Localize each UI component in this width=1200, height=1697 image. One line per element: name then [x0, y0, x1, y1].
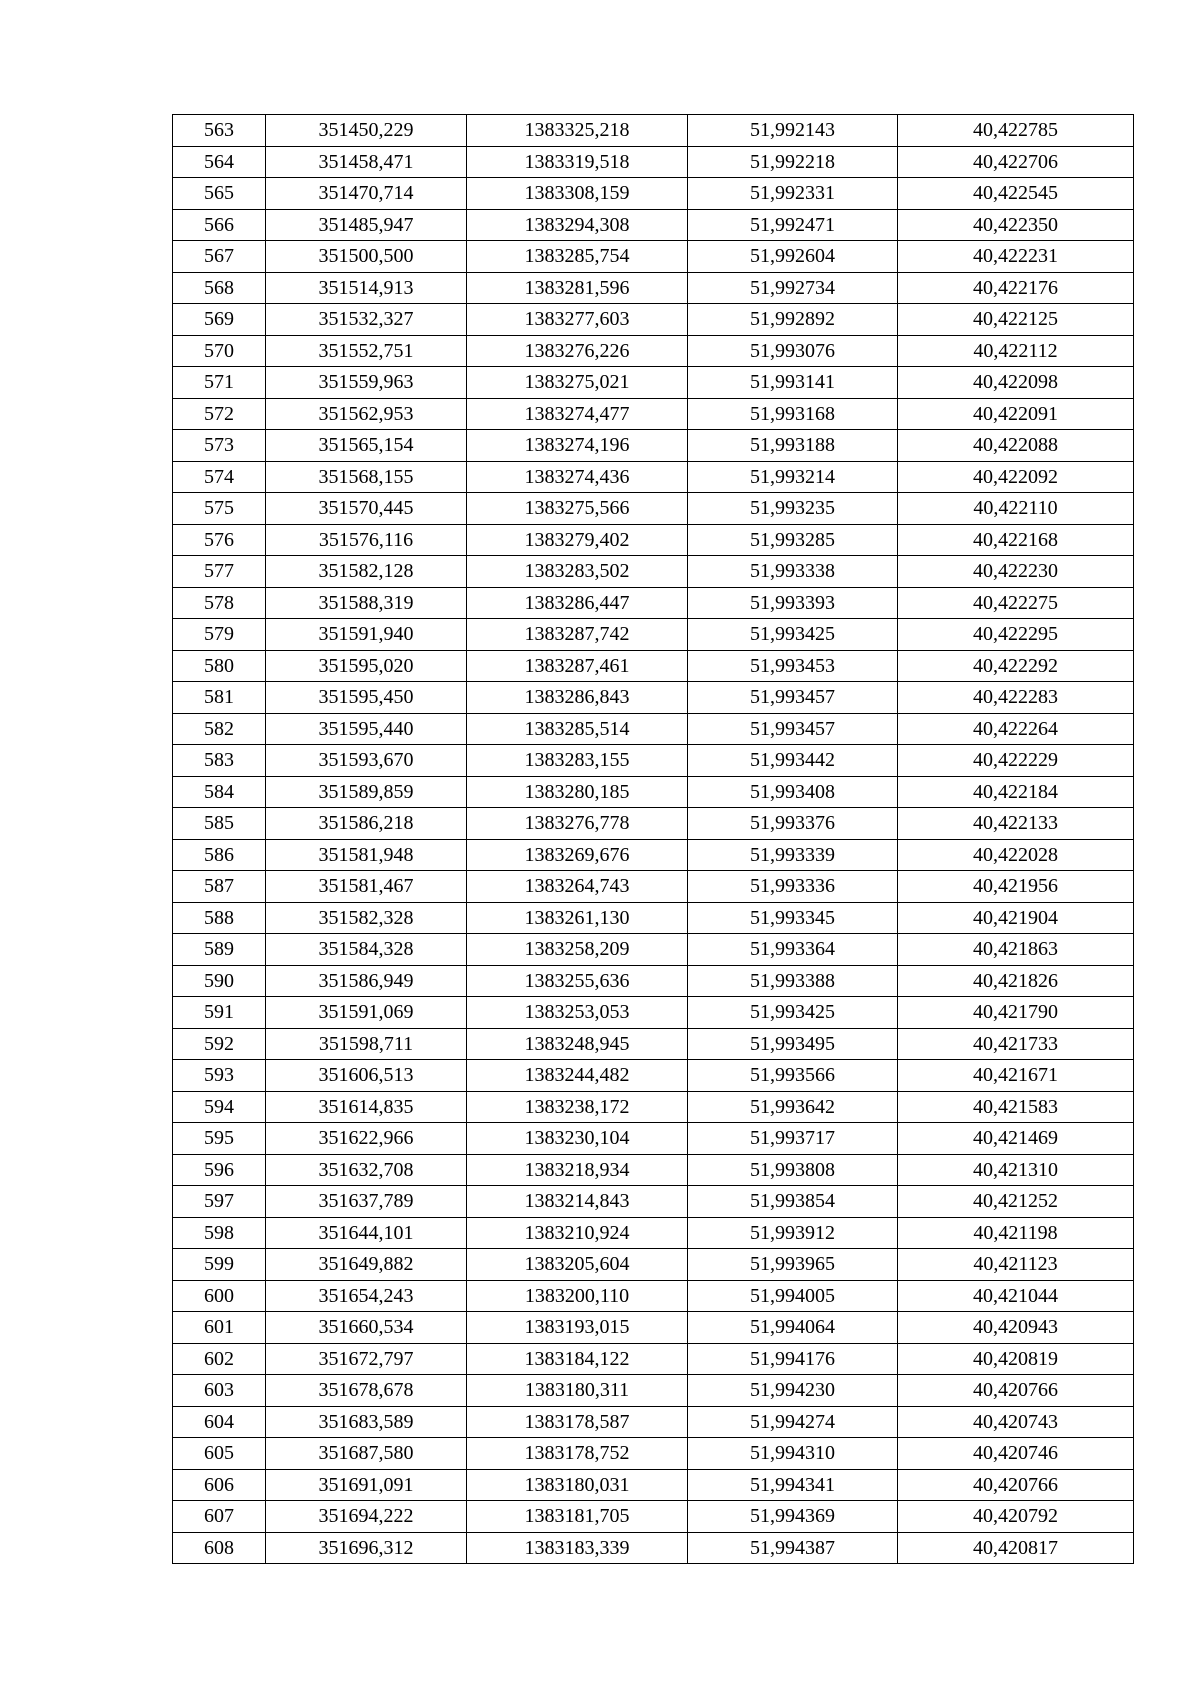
- table-row: [173, 902, 1134, 934]
- cell-point-number: 604: [173, 1406, 266, 1438]
- cell-x: 351622,966: [266, 1123, 467, 1155]
- cell-point-number: 570: [173, 335, 266, 367]
- cell-point-number: 608: [173, 1532, 266, 1564]
- cell-point-number: 599: [173, 1249, 266, 1281]
- cell-latitude: 51,994387: [688, 1532, 898, 1564]
- cell-latitude: 51,992218: [688, 146, 898, 178]
- table-row: [173, 713, 1134, 745]
- table-row: [173, 1028, 1134, 1060]
- cell-x: 351591,940: [266, 619, 467, 651]
- cell-y: 1383283,155: [467, 745, 688, 777]
- cell-x: 351649,882: [266, 1249, 467, 1281]
- coordinates-table: [172, 114, 1134, 1564]
- cell-point-number: 564: [173, 146, 266, 178]
- cell-latitude: 51,994369: [688, 1501, 898, 1533]
- cell-longitude: 40,422706: [898, 146, 1134, 178]
- cell-y: 1383274,196: [467, 430, 688, 462]
- cell-y: 1383184,122: [467, 1343, 688, 1375]
- table-row: [173, 1438, 1134, 1470]
- cell-latitude: 51,993425: [688, 619, 898, 651]
- cell-point-number: 583: [173, 745, 266, 777]
- cell-latitude: 51,992892: [688, 304, 898, 336]
- cell-latitude: 51,993235: [688, 493, 898, 525]
- cell-point-number: 606: [173, 1469, 266, 1501]
- cell-x: 351637,789: [266, 1186, 467, 1218]
- cell-longitude: 40,421956: [898, 871, 1134, 903]
- cell-longitude: 40,421198: [898, 1217, 1134, 1249]
- cell-point-number: 573: [173, 430, 266, 462]
- cell-x: 351485,947: [266, 209, 467, 241]
- cell-latitude: 51,993566: [688, 1060, 898, 1092]
- cell-longitude: 40,421252: [898, 1186, 1134, 1218]
- cell-y: 1383253,053: [467, 997, 688, 1029]
- cell-longitude: 40,420766: [898, 1469, 1134, 1501]
- cell-latitude: 51,994341: [688, 1469, 898, 1501]
- cell-x: 351565,154: [266, 430, 467, 462]
- cell-y: 1383276,778: [467, 808, 688, 840]
- cell-x: 351582,328: [266, 902, 467, 934]
- cell-longitude: 40,422028: [898, 839, 1134, 871]
- cell-latitude: 51,994005: [688, 1280, 898, 1312]
- cell-y: 1383264,743: [467, 871, 688, 903]
- cell-point-number: 567: [173, 241, 266, 273]
- cell-latitude: 51,994176: [688, 1343, 898, 1375]
- cell-x: 351696,312: [266, 1532, 467, 1564]
- cell-x: 351683,589: [266, 1406, 467, 1438]
- cell-y: 1383205,604: [467, 1249, 688, 1281]
- cell-latitude: 51,993425: [688, 997, 898, 1029]
- cell-longitude: 40,422112: [898, 335, 1134, 367]
- cell-y: 1383294,308: [467, 209, 688, 241]
- table-row: [173, 965, 1134, 997]
- cell-x: 351678,678: [266, 1375, 467, 1407]
- cell-latitude: 51,993808: [688, 1154, 898, 1186]
- cell-point-number: 590: [173, 965, 266, 997]
- cell-longitude: 40,422168: [898, 524, 1134, 556]
- cell-point-number: 607: [173, 1501, 266, 1533]
- table-row: [173, 619, 1134, 651]
- cell-latitude: 51,993141: [688, 367, 898, 399]
- table-row: [173, 430, 1134, 462]
- cell-latitude: 51,993364: [688, 934, 898, 966]
- table-row: [173, 1532, 1134, 1564]
- cell-point-number: 585: [173, 808, 266, 840]
- cell-latitude: 51,993345: [688, 902, 898, 934]
- cell-latitude: 51,994310: [688, 1438, 898, 1470]
- cell-point-number: 574: [173, 461, 266, 493]
- table-row: [173, 493, 1134, 525]
- cell-longitude: 40,421310: [898, 1154, 1134, 1186]
- cell-y: 1383286,447: [467, 587, 688, 619]
- cell-y: 1383218,934: [467, 1154, 688, 1186]
- cell-y: 1383275,021: [467, 367, 688, 399]
- cell-point-number: 579: [173, 619, 266, 651]
- cell-longitude: 40,422098: [898, 367, 1134, 399]
- cell-y: 1383248,945: [467, 1028, 688, 1060]
- table-row: [173, 839, 1134, 871]
- cell-y: 1383181,705: [467, 1501, 688, 1533]
- cell-x: 351584,328: [266, 934, 467, 966]
- cell-x: 351570,445: [266, 493, 467, 525]
- table-row: [173, 1249, 1134, 1281]
- cell-longitude: 40,422275: [898, 587, 1134, 619]
- cell-longitude: 40,422088: [898, 430, 1134, 462]
- cell-y: 1383255,636: [467, 965, 688, 997]
- cell-y: 1383279,402: [467, 524, 688, 556]
- cell-point-number: 589: [173, 934, 266, 966]
- cell-y: 1383283,502: [467, 556, 688, 588]
- cell-point-number: 586: [173, 839, 266, 871]
- cell-longitude: 40,421583: [898, 1091, 1134, 1123]
- cell-longitude: 40,422125: [898, 304, 1134, 336]
- cell-point-number: 565: [173, 178, 266, 210]
- cell-x: 351598,711: [266, 1028, 467, 1060]
- cell-y: 1383319,518: [467, 146, 688, 178]
- cell-y: 1383286,843: [467, 682, 688, 714]
- cell-latitude: 51,993642: [688, 1091, 898, 1123]
- cell-x: 351687,580: [266, 1438, 467, 1470]
- cell-longitude: 40,420746: [898, 1438, 1134, 1470]
- cell-x: 351552,751: [266, 335, 467, 367]
- cell-y: 1383258,209: [467, 934, 688, 966]
- cell-longitude: 40,420743: [898, 1406, 1134, 1438]
- cell-x: 351595,020: [266, 650, 467, 682]
- cell-longitude: 40,422229: [898, 745, 1134, 777]
- cell-x: 351581,467: [266, 871, 467, 903]
- cell-y: 1383193,015: [467, 1312, 688, 1344]
- cell-latitude: 51,993214: [688, 461, 898, 493]
- cell-y: 1383214,843: [467, 1186, 688, 1218]
- cell-longitude: 40,421733: [898, 1028, 1134, 1060]
- cell-x: 351576,116: [266, 524, 467, 556]
- cell-latitude: 51,993388: [688, 965, 898, 997]
- cell-latitude: 51,994230: [688, 1375, 898, 1407]
- cell-longitude: 40,422231: [898, 241, 1134, 273]
- cell-x: 351458,471: [266, 146, 467, 178]
- cell-x: 351588,319: [266, 587, 467, 619]
- cell-x: 351582,128: [266, 556, 467, 588]
- cell-longitude: 40,422092: [898, 461, 1134, 493]
- cell-y: 1383287,461: [467, 650, 688, 682]
- cell-y: 1383274,477: [467, 398, 688, 430]
- cell-x: 351568,155: [266, 461, 467, 493]
- cell-x: 351581,948: [266, 839, 467, 871]
- cell-y: 1383325,218: [467, 115, 688, 147]
- table-row: [173, 304, 1134, 336]
- cell-y: 1383274,436: [467, 461, 688, 493]
- cell-latitude: 51,993457: [688, 682, 898, 714]
- table-row: [173, 1060, 1134, 1092]
- cell-y: 1383183,339: [467, 1532, 688, 1564]
- cell-latitude: 51,993717: [688, 1123, 898, 1155]
- table-row: [173, 1280, 1134, 1312]
- table-row: [173, 115, 1134, 147]
- cell-latitude: 51,992734: [688, 272, 898, 304]
- cell-x: 351470,714: [266, 178, 467, 210]
- cell-y: 1383281,596: [467, 272, 688, 304]
- table-row: [173, 367, 1134, 399]
- cell-point-number: 581: [173, 682, 266, 714]
- table-row: [173, 398, 1134, 430]
- cell-longitude: 40,420817: [898, 1532, 1134, 1564]
- cell-x: 351450,229: [266, 115, 467, 147]
- cell-longitude: 40,422176: [898, 272, 1134, 304]
- cell-longitude: 40,420792: [898, 1501, 1134, 1533]
- cell-y: 1383178,587: [467, 1406, 688, 1438]
- cell-latitude: 51,993453: [688, 650, 898, 682]
- cell-point-number: 597: [173, 1186, 266, 1218]
- cell-latitude: 51,993339: [688, 839, 898, 871]
- cell-y: 1383244,482: [467, 1060, 688, 1092]
- cell-point-number: 598: [173, 1217, 266, 1249]
- cell-point-number: 600: [173, 1280, 266, 1312]
- cell-point-number: 584: [173, 776, 266, 808]
- cell-x: 351593,670: [266, 745, 467, 777]
- cell-point-number: 591: [173, 997, 266, 1029]
- cell-y: 1383275,566: [467, 493, 688, 525]
- cell-point-number: 601: [173, 1312, 266, 1344]
- cell-x: 351672,797: [266, 1343, 467, 1375]
- cell-point-number: 582: [173, 713, 266, 745]
- cell-longitude: 40,422545: [898, 178, 1134, 210]
- table-row: [173, 1217, 1134, 1249]
- table-row: [173, 524, 1134, 556]
- cell-x: 351559,963: [266, 367, 467, 399]
- cell-x: 351514,913: [266, 272, 467, 304]
- cell-point-number: 577: [173, 556, 266, 588]
- table-row: [173, 1312, 1134, 1344]
- table-row: [173, 745, 1134, 777]
- table-row: [173, 934, 1134, 966]
- cell-latitude: 51,993965: [688, 1249, 898, 1281]
- cell-point-number: 576: [173, 524, 266, 556]
- cell-longitude: 40,421671: [898, 1060, 1134, 1092]
- table-row: [173, 650, 1134, 682]
- cell-latitude: 51,994064: [688, 1312, 898, 1344]
- cell-y: 1383238,172: [467, 1091, 688, 1123]
- cell-latitude: 51,993457: [688, 713, 898, 745]
- cell-y: 1383178,752: [467, 1438, 688, 1470]
- cell-point-number: 578: [173, 587, 266, 619]
- cell-longitude: 40,420766: [898, 1375, 1134, 1407]
- table-row: [173, 241, 1134, 273]
- cell-y: 1383269,676: [467, 839, 688, 871]
- cell-latitude: 51,993076: [688, 335, 898, 367]
- cell-point-number: 580: [173, 650, 266, 682]
- cell-latitude: 51,993285: [688, 524, 898, 556]
- table-row: [173, 178, 1134, 210]
- cell-y: 1383261,130: [467, 902, 688, 934]
- table-row: [173, 871, 1134, 903]
- cell-latitude: 51,992604: [688, 241, 898, 273]
- cell-point-number: 572: [173, 398, 266, 430]
- cell-y: 1383230,104: [467, 1123, 688, 1155]
- cell-point-number: 566: [173, 209, 266, 241]
- coordinates-table-body: [173, 115, 1134, 1564]
- cell-latitude: 51,993854: [688, 1186, 898, 1218]
- table-row: [173, 146, 1134, 178]
- cell-x: 351606,513: [266, 1060, 467, 1092]
- table-row: [173, 776, 1134, 808]
- cell-x: 351595,440: [266, 713, 467, 745]
- cell-latitude: 51,993188: [688, 430, 898, 462]
- cell-y: 1383180,031: [467, 1469, 688, 1501]
- cell-point-number: 588: [173, 902, 266, 934]
- table-row: [173, 808, 1134, 840]
- cell-y: 1383287,742: [467, 619, 688, 651]
- table-row: [173, 272, 1134, 304]
- cell-longitude: 40,422785: [898, 115, 1134, 147]
- cell-x: 351644,101: [266, 1217, 467, 1249]
- cell-longitude: 40,422264: [898, 713, 1134, 745]
- cell-x: 351591,069: [266, 997, 467, 1029]
- cell-x: 351660,534: [266, 1312, 467, 1344]
- table-row: [173, 1186, 1134, 1218]
- cell-y: 1383180,311: [467, 1375, 688, 1407]
- cell-longitude: 40,421826: [898, 965, 1134, 997]
- cell-y: 1383276,226: [467, 335, 688, 367]
- cell-longitude: 40,422350: [898, 209, 1134, 241]
- table-row: [173, 682, 1134, 714]
- cell-latitude: 51,992471: [688, 209, 898, 241]
- table-row: [173, 997, 1134, 1029]
- cell-y: 1383308,159: [467, 178, 688, 210]
- cell-longitude: 40,421123: [898, 1249, 1134, 1281]
- cell-x: 351532,327: [266, 304, 467, 336]
- cell-point-number: 571: [173, 367, 266, 399]
- cell-y: 1383200,110: [467, 1280, 688, 1312]
- cell-point-number: 602: [173, 1343, 266, 1375]
- cell-y: 1383280,185: [467, 776, 688, 808]
- cell-point-number: 593: [173, 1060, 266, 1092]
- cell-x: 351586,218: [266, 808, 467, 840]
- cell-x: 351614,835: [266, 1091, 467, 1123]
- cell-longitude: 40,422110: [898, 493, 1134, 525]
- cell-x: 351694,222: [266, 1501, 467, 1533]
- cell-latitude: 51,993338: [688, 556, 898, 588]
- cell-x: 351589,859: [266, 776, 467, 808]
- cell-y: 1383285,514: [467, 713, 688, 745]
- cell-longitude: 40,420819: [898, 1343, 1134, 1375]
- cell-latitude: 51,993912: [688, 1217, 898, 1249]
- cell-y: 1383277,603: [467, 304, 688, 336]
- cell-longitude: 40,421790: [898, 997, 1134, 1029]
- cell-latitude: 51,993336: [688, 871, 898, 903]
- cell-point-number: 563: [173, 115, 266, 147]
- cell-longitude: 40,422283: [898, 682, 1134, 714]
- cell-longitude: 40,421904: [898, 902, 1134, 934]
- cell-x: 351586,949: [266, 965, 467, 997]
- table-row: [173, 335, 1134, 367]
- cell-latitude: 51,993442: [688, 745, 898, 777]
- cell-x: 351562,953: [266, 398, 467, 430]
- table-row: [173, 461, 1134, 493]
- cell-point-number: 569: [173, 304, 266, 336]
- cell-latitude: 51,993393: [688, 587, 898, 619]
- cell-latitude: 51,993376: [688, 808, 898, 840]
- cell-x: 351500,500: [266, 241, 467, 273]
- cell-longitude: 40,422091: [898, 398, 1134, 430]
- table-row: [173, 1501, 1134, 1533]
- cell-x: 351632,708: [266, 1154, 467, 1186]
- cell-longitude: 40,422295: [898, 619, 1134, 651]
- table-row: [173, 1091, 1134, 1123]
- cell-point-number: 605: [173, 1438, 266, 1470]
- table-row: [173, 1343, 1134, 1375]
- cell-latitude: 51,994274: [688, 1406, 898, 1438]
- cell-y: 1383285,754: [467, 241, 688, 273]
- cell-latitude: 51,992331: [688, 178, 898, 210]
- table-row: [173, 209, 1134, 241]
- cell-longitude: 40,422292: [898, 650, 1134, 682]
- cell-latitude: 51,993168: [688, 398, 898, 430]
- cell-latitude: 51,992143: [688, 115, 898, 147]
- cell-point-number: 595: [173, 1123, 266, 1155]
- cell-longitude: 40,421863: [898, 934, 1134, 966]
- table-row: [173, 587, 1134, 619]
- cell-x: 351654,243: [266, 1280, 467, 1312]
- table-row: [173, 1375, 1134, 1407]
- table-row: [173, 1123, 1134, 1155]
- cell-point-number: 587: [173, 871, 266, 903]
- cell-latitude: 51,993495: [688, 1028, 898, 1060]
- cell-longitude: 40,420943: [898, 1312, 1134, 1344]
- cell-x: 351691,091: [266, 1469, 467, 1501]
- cell-latitude: 51,993408: [688, 776, 898, 808]
- table-row: [173, 1406, 1134, 1438]
- cell-point-number: 603: [173, 1375, 266, 1407]
- cell-longitude: 40,422184: [898, 776, 1134, 808]
- cell-point-number: 575: [173, 493, 266, 525]
- table-row: [173, 556, 1134, 588]
- cell-point-number: 568: [173, 272, 266, 304]
- cell-point-number: 592: [173, 1028, 266, 1060]
- cell-longitude: 40,422133: [898, 808, 1134, 840]
- cell-point-number: 596: [173, 1154, 266, 1186]
- cell-longitude: 40,421469: [898, 1123, 1134, 1155]
- cell-y: 1383210,924: [467, 1217, 688, 1249]
- cell-x: 351595,450: [266, 682, 467, 714]
- table-row: [173, 1469, 1134, 1501]
- cell-point-number: 594: [173, 1091, 266, 1123]
- cell-longitude: 40,422230: [898, 556, 1134, 588]
- table-row: [173, 1154, 1134, 1186]
- cell-longitude: 40,421044: [898, 1280, 1134, 1312]
